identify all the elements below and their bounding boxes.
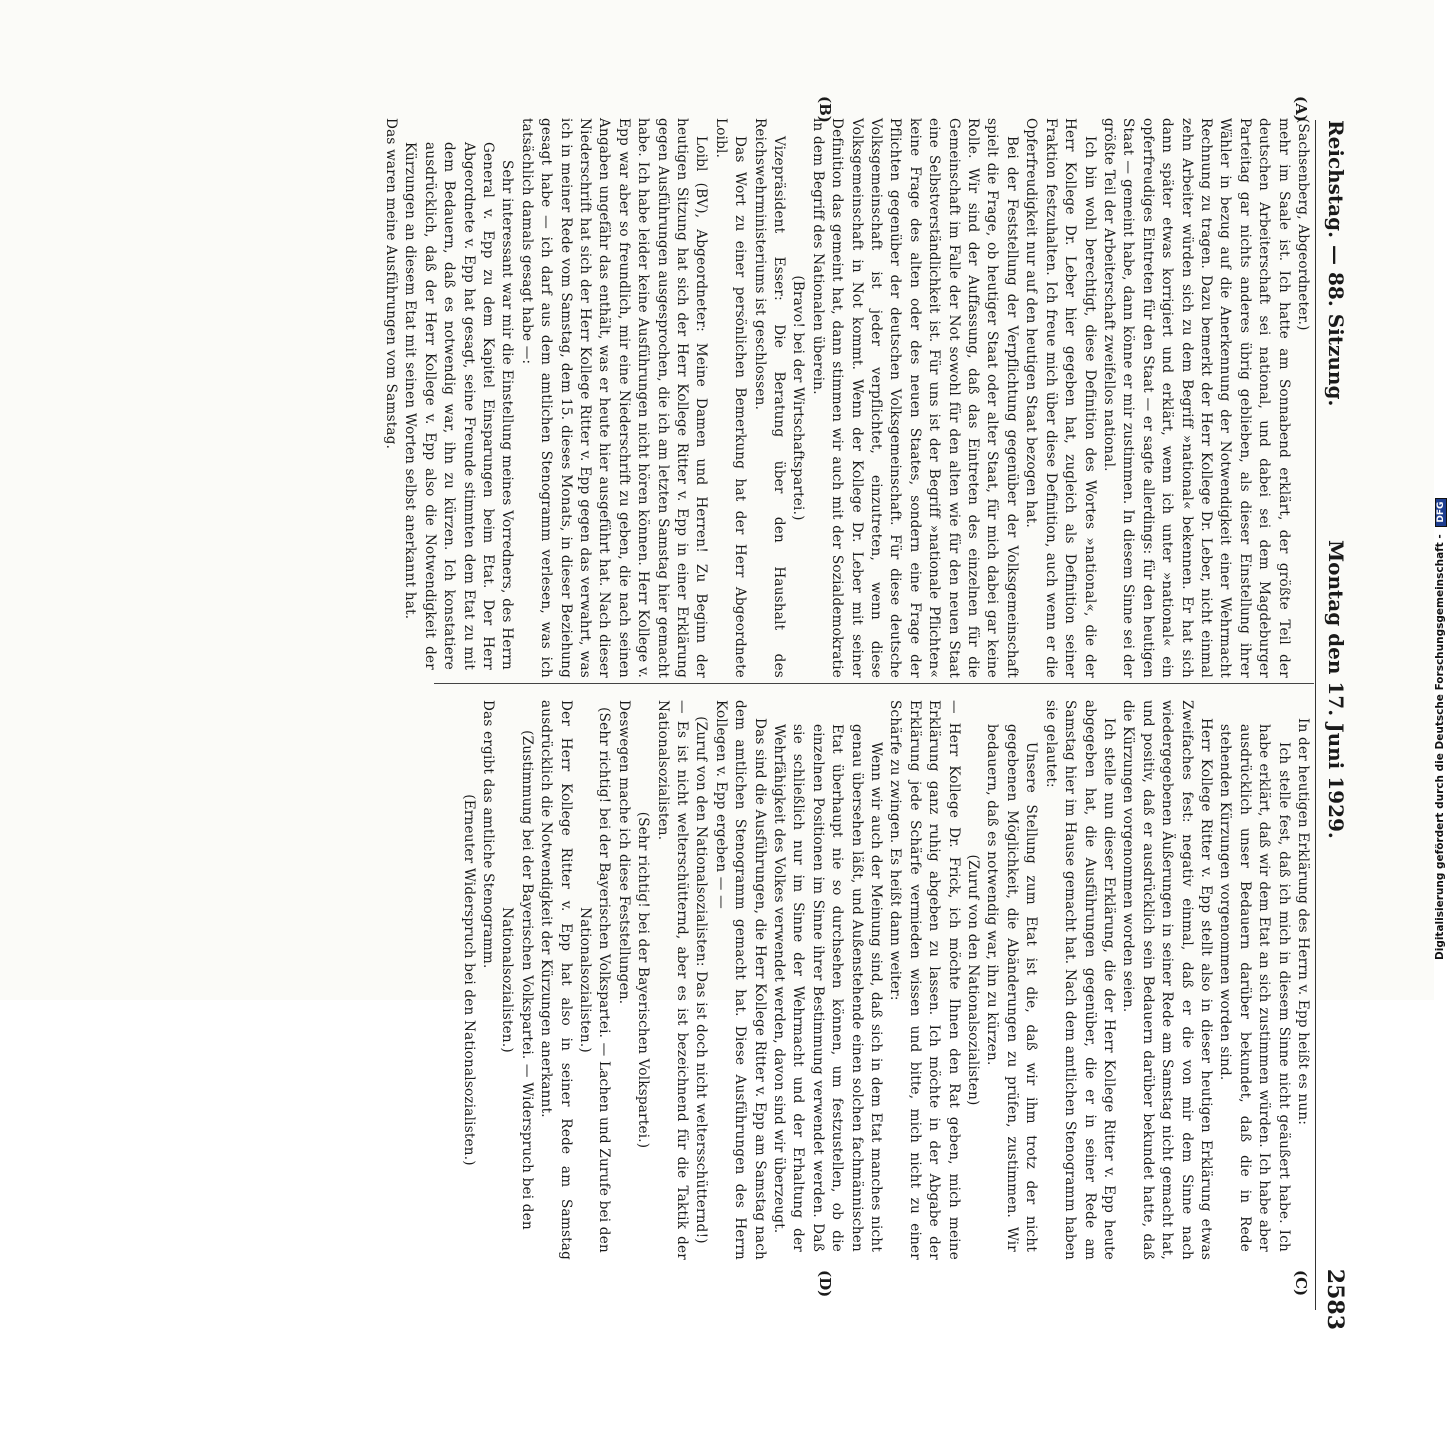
right-column-paragraph: Deswegen mache ich diese Feststellungen. [615, 700, 632, 1005]
left-column-paragraph: Das Wort zu einer persönlichen Bemerkung hat der Herr Abgeordnete Loibl. [712, 118, 749, 678]
left-column-paragraph: mehr im Saale ist. Ich hatte am Sonnabend erklärt, der größte Teil der deutschen Arbeiterschaft sei national, und dabei sei dem Magdeburger Parteitag gar nichts anderes übrig geblieben, als dieser Einstellung ihrer Wähler in bezug auf die Anerkennung der Notwendigkeit einer Wehrmacht Rechnung zu tragen. Dazu bemerkt der Herr Kollege Dr. Leber, nicht einmal zehn Arbeiter würden sich zu dem Begriff »national« bekennen. Er hat sich dann später etwas korrigiert und erklärt, wenn ich unter »national« ein opferfreudiges Eintreten für den Staat — er sagte allerdings: für den heutigen Staat — gemeint habe, dann könne er mir zustimmen. In diesem Sinne sei der größte Teil der Arbeiterschaft zweifellos national. [1100, 118, 1292, 678]
left-column-paragraph: Sehr interessant war mir die Einstellung meines Vorredners, des Herrn General v. Epp zu dem Kapitel Einsparungen beim Etat. Der Herr Abgeordnete v. Epp hat gesagt, seine Freunde stimmten dem Etat zu mit dem Bedauern, daß es notwendig war, ihn zu kürzen. Ich konstatiere ausdrücklich, daß der Herr Kollege v. Epp also die Notwendigkeit der Kürzungen an diesem Etat mit seinen Worten selbst anerkannt hat. [402, 142, 516, 670]
left-column-paragraph: (Sachsenberg, Abgeordneter.) [1295, 118, 1311, 331]
header-session: Reichstag. — 88. Sitzung. [1324, 120, 1348, 407]
left-column-paragraph: Ich bin wohl berechtigt, diese Definition des Wortes »national«, die der Herr Kollege Dr. Leber hier gegeben hat, zugleich als Definition seiner Fraktion festzuhalten. Ich freue mich über diese Definition, auch wenn er die Opferfreudigkeit nur auf den heutigen Staat bezogen hat. [1023, 118, 1098, 678]
right-column-paragraph: Das sind die Ausführungen, die Herr Kollege Ritter v. Epp am Samstag nach dem amtlichen Stenogramm gemacht hat. Diese Ausführungen des Herrn Kollegen v. Epp ergeben — — [712, 700, 768, 1260]
right-column-paragraph: In der heutigen Erklärung des Herrn v. Epp heißt es nun: [1295, 718, 1311, 1126]
footer-credit-text: Digitalisierung gefördert durch die Deutsche Forschungsgemeinschaft - [1434, 534, 1446, 960]
right-column-paragraph: Ich stelle nun dieser Erklärung, die der Herr Kollege Ritter v. Epp heute abgegeben hat, die Ausführungen gegenüber, die er in seiner Rede am Samstag hier im Hause gemacht hat. Nach dem amtlichen Stenogramm haben sie gelautet: [1042, 700, 1117, 1260]
left-column-paragraph: Bei der Feststellung der Verpflichtung gegenüber der Volksgemeinschaft spielt die Frage, ob heutiger Staat oder alter Staat, für mich dabei gar keine Rolle. Wir sind der Auffassung, daß das Eintreten des einzelnen für die Gemeinschaft im Falle der Not sowohl für den alten wie für den neuen Staat eine Selbstverständlichkeit ist. Für uns ist der Begriff »nationale Pflichten« keine Frage des alten oder des neuen Staates, sondern eine Frage der Pflichten gegenüber der deutschen Volksgemeinschaft. Für diese deutsche Volksgemeinschaft ist jeder verpflichtet, einzutreten, wenn diese Volksgemeinschaft in Not kommt. Wenn der Kollege Dr. Leber mit seiner Definition das gemeint hat, dann stimmen wir auch mit der Sozialdemokratie in dem Begriff des Nationalen überein. [809, 118, 1020, 678]
right-column-paragraph: (Zustimmung bei der Bayerischen Volkspartei. — Widerspruch bei den Nationalsozialisten.) [499, 730, 535, 1230]
right-text-column [458, 700, 1312, 1260]
right-column-paragraph: Das ergibt das amtliche Stenogramm. [479, 700, 496, 969]
right-column-paragraph: Herr Kollege Ritter v. Epp stellt also in dieser heutigen Erklärung etwas Zweifaches fest: negativ einmal, daß er die von mir dem Sinne nach wiedergegebenen Äußerungen in seiner Rede am Samstag nicht gemacht hat, und positiv, daß er ausdrücklich sein Bedauern darüber bekundet hatte, daß die Kürzungen vorgenommen worden seien. [1120, 700, 1214, 1260]
left-column-paragraph: Loibl (BV), Abgeordneter: Meine Damen und Herren! Zu Beginn der heutigen Sitzung hat sich der Herr Kollege Ritter v. Epp in einer Erklärung gegen Ausführungen ausgesprochen, die ich am letzten Samstag hier gemacht habe. Ich habe leider keine Ausführungen nicht hören können. Herr Kollege v. Epp war aber so freundlich, mir eine Niederschrift zu geben, die nach seinen Angaben ungefähr das enthält, was er heute hier ausgeführt hat. Nach dieser Niederschrift hat sich der Herr Kollege Ritter v. Epp gegen das verwahrt, was ich in meiner Rede vom Samstag, dem 15. dieses Monats, in dieser Beziehung gesagt habe — ich darf aus dem amtlichen Stenogramm verlesen, was ich tatsächlich damals gesagt habe —: [518, 118, 710, 678]
left-column-paragraph: (Bravo! bei der Wirtschaftspartei.) [790, 275, 807, 521]
right-column-paragraph: Der Herr Kollege Ritter v. Epp hat also in seiner Rede am Samstag ausdrücklich die Notwendigkeit der Kürzungen anerkannt. [538, 700, 574, 1260]
page-number: 2583 [1322, 1268, 1348, 1330]
right-column-paragraph: Wenn wir auch der Meinung sind, daß sich in dem Etat manches nicht genau übersehen läßt, und Außenstehende einen solchen fachmännischen Etat überhaupt nie so durchsehen können, um festzustellen, ob die einzelnen Positionen im Sinne ihrer Bestimmung verwendet werden. Daß sie schließlich nur im Sinne der Wehrmacht und der Erhaltung der Wehrfähigkeit des Volkes verwendet werden, davon sind wir überzeugt. [771, 724, 885, 1252]
right-column-paragraph: (Zuruf von den Nationalsozialisten) [965, 854, 982, 1106]
left-column-paragraph: Vizepräsident Esser: Die Beratung über den Haushalt des Reichswehrministeriums ist geschlossen. [751, 118, 788, 678]
right-column-paragraph: Ich stelle fest, daß ich mich in diesem Sinne nicht geäußert habe. Ich habe erklärt, daß wir dem Etat an sich zustimmen würden. Ich habe aber ausdrücklich unser Bedauern darüber bekundet, daß die in Rede stehenden Kürzungen vorgenommen worden sind. [1217, 724, 1292, 1252]
dfg-logo-icon: DFG [1435, 498, 1447, 527]
left-column-paragraph: Das waren meine Ausführungen vom Samstag. [382, 118, 399, 450]
margin-marker-c: (C) [1292, 1270, 1310, 1297]
header-date: Montag den 17. Juni 1929. [1324, 540, 1348, 839]
right-column-paragraph: (Sehr richtig! bei der Bayerischen Volkspartei. — Lachen und Zurufe bei den Nationalsozialisten.) [576, 707, 613, 1253]
margin-marker-b: (B) [816, 96, 834, 123]
page-header [1320, 120, 1348, 1450]
margin-marker-d: (D) [816, 1270, 834, 1298]
header-rule [1315, 120, 1316, 1310]
column-divider [434, 683, 1314, 684]
right-column-paragraph: — Herr Kollege Dr. Frick, ich möchte Ihnen den Rat geben, mich meine Erklärung ganz ruhig abgeben zu lassen. Ich möchte in der Abgabe der Erklärung jede Schärfe vermieden wissen und bitte, mich nicht zu einer Schärfe zu zwingen. Es heißt dann weiter: [887, 700, 962, 1260]
footer-credit [1434, 498, 1447, 960]
right-column-paragraph: (Erneuter Widerspruch bei den Nationalsozialisten.) [460, 794, 477, 1166]
right-column-paragraph: — Es ist nicht welterschütternd, aber es ist bezeichnend für die Taktik der Nationalsozialisten. [654, 700, 690, 1260]
right-column-paragraph: (Zuruf von den Nationalsozialisten: Das ist doch nicht weltersschütternd!) [693, 716, 710, 1244]
margin-marker-a: (A) [1292, 96, 1310, 122]
right-column-paragraph: Unsere Stellung zum Etat ist die, daß wir ihm trotz der nicht gegebenen Möglichkeit, die Abänderungen zu prüfen, zustimmen. Wir bedauern, daß es notwendig war, ihn zu kürzen. [984, 724, 1040, 1252]
right-column-paragraph: (Sehr richtig! bei der Bayerischen Volkspartei.) [635, 811, 652, 1149]
left-text-column [381, 118, 1313, 678]
